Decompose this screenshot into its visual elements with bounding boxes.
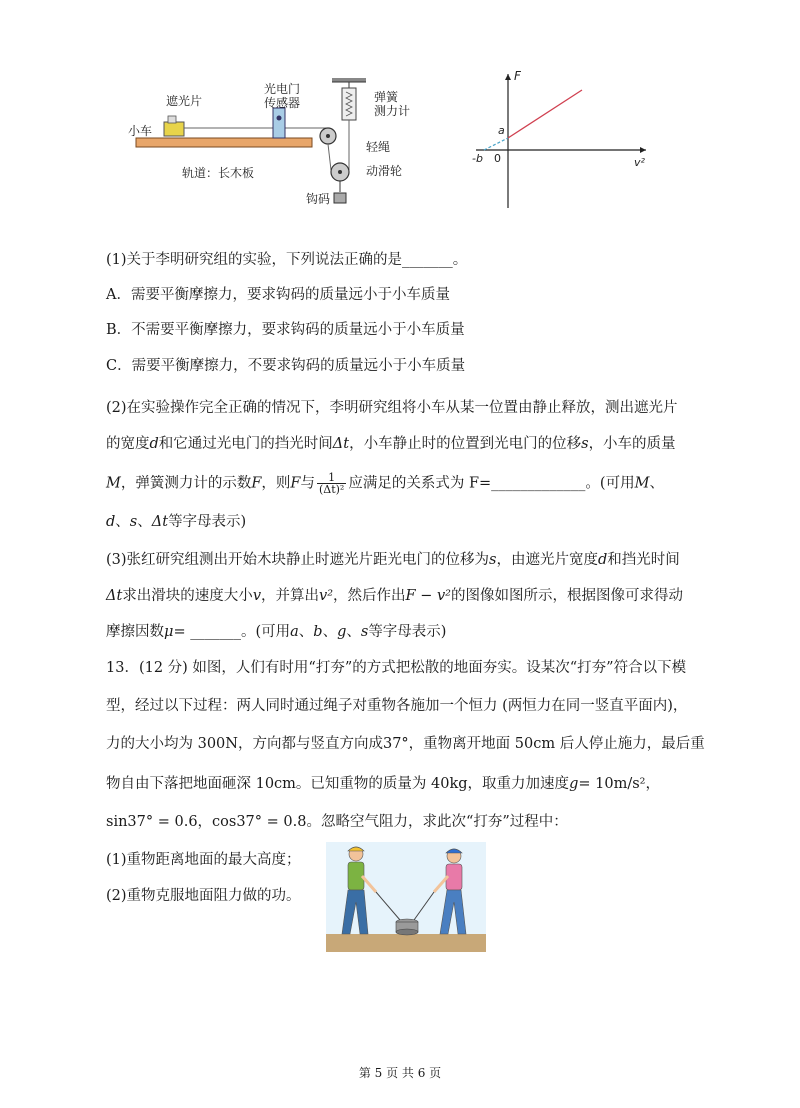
q1-stem: (1)关于李明研究组的实验，下列说法正确的是_______。 [106, 252, 468, 268]
q3-line1: (3)张红研究组测出开始木块静止时遮光片距光电门的位移为s，由遮光片宽度d和挡光时间 [106, 552, 680, 568]
cart-label: 小车 [128, 124, 153, 138]
shade-label: 遮光片 [166, 94, 203, 108]
fraction-1-over-dt2: $\frac{1}{\text{(Δt)²}}$ [318, 471, 345, 496]
page-footer: 第 5 页 共 6 页 [358, 1066, 442, 1080]
q13-line2: 型，经过以下过程：两人同时通过绳子对重物各施加一个恒力 (两恒力在同一竖直平面内)， [106, 698, 688, 714]
q13-line1: 13．(12 分) 如图，人们有时用“打夯”的方式把松散的地面夯实。设某次“打夯”符合以下模 [106, 660, 687, 676]
photogate-label-line2: 传感器 [264, 96, 301, 110]
q1-option-c: C．需要平衡摩擦力，不要求钩码的质量远小于小车质量 [106, 358, 466, 374]
q1-option-a: A．需要平衡摩擦力，要求钩码的质量远小于小车质量 [106, 287, 450, 303]
q13-sub1: (1)重物距离地面的最大高度； [106, 852, 301, 868]
x-axis-label: v² [634, 156, 645, 169]
tamping-illustration [326, 842, 486, 952]
photogate-label-line1: 光电门 [264, 82, 301, 96]
q13-line5: sin37° = 0.6，cos37° = 0.8。忽略空气阻力，求此次“打夯”过程中： [106, 814, 568, 830]
y-axis-label: F [514, 69, 521, 83]
q2-line4: d、s、Δt等字母表示) [106, 514, 247, 530]
spring-label-line1: 弹簧 [374, 90, 399, 104]
q1-option-b: B．不需要平衡摩擦力，要求钩码的质量远小于小车质量 [106, 322, 465, 338]
f-v2-graph [470, 66, 660, 216]
track-label: 轨道：长木板 [182, 166, 255, 180]
q3-line2: Δt求出滑块的速度大小v，并算出v²，然后作出F − v²的图像如图所示，根据图像可求得动 [106, 588, 683, 604]
q3-line3: 摩擦因数μ= _______。(可用a、b、g、s等字母表示) [106, 624, 447, 640]
x-intercept-label: -b [472, 152, 483, 165]
hook-label: 钩码 [306, 192, 331, 206]
pulley-label: 动滑轮 [366, 164, 403, 178]
q2-line2: 的宽度d和它通过光电门的挡光时间Δt，小车静止时的位置到光电门的位移s，小车的质量 [106, 436, 676, 452]
q13-sub2: (2)重物克服地面阻力做的功。 [106, 888, 301, 904]
y-intercept-label: a [498, 124, 505, 137]
q2-line3: M，弹簧测力计的示数F，则F与 $\frac{1}{\text{(Δt)²}}$ 应满足的关系式为 F=_____________。(可用M、 [106, 471, 664, 496]
q13-line3: 力的大小均为 300N，方向都与竖直方向成37°，重物离开地面 50cm 后人停止施力，最后重 [106, 736, 705, 752]
q2-line1: (2)在实验操作完全正确的情况下，李明研究组将小车从某一位置由静止释放，测出遮光片 [106, 400, 678, 416]
dashed-extension [484, 138, 508, 150]
data-line [508, 90, 582, 138]
spring-label-line2: 测力计 [374, 104, 411, 118]
q13-line4: 物自由下落把地面砸深 10cm。已知重物的质量为 40kg，取重力加速度g= 10m/s²， [106, 776, 660, 792]
rope-label: 轻绳 [366, 140, 391, 154]
origin-label: 0 [494, 152, 501, 165]
